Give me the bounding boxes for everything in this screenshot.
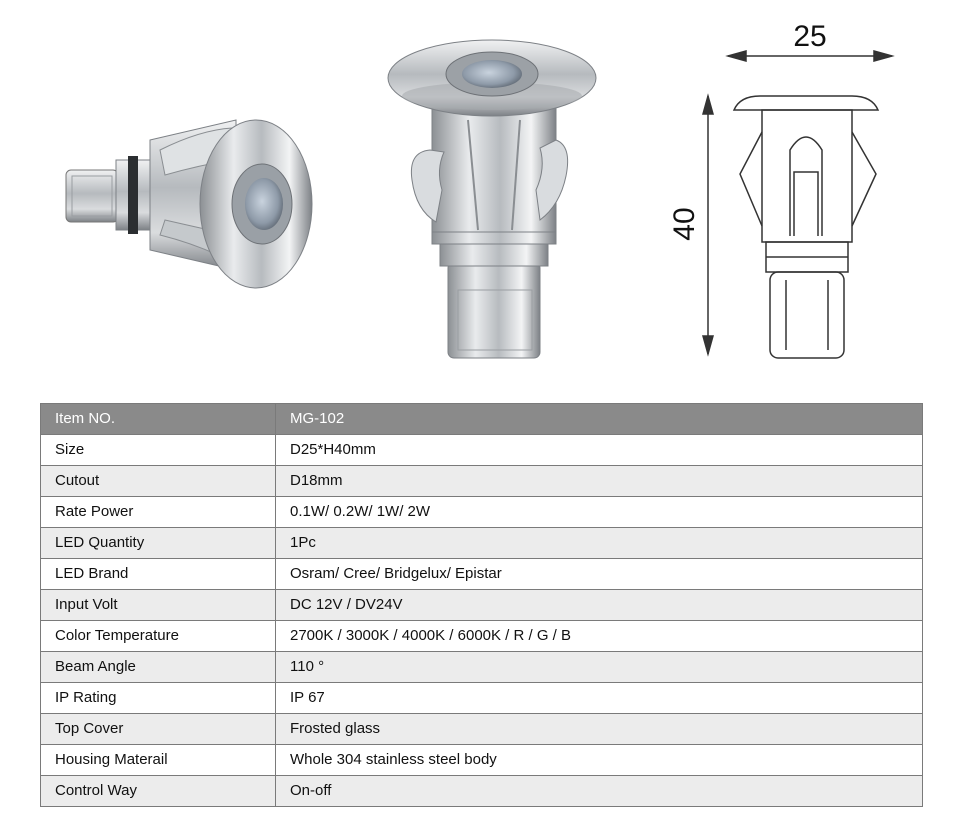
table-row [41,776,923,807]
spec-label: Housing Materail [41,745,276,776]
spec-label: Color Temperature [41,621,276,652]
spec-value: IP 67 [276,683,923,714]
arrow-down-icon [703,336,713,354]
header-label: Item NO. [41,404,276,435]
height-label: 40 [668,207,701,241]
spec-value: Osram/ Cree/ Bridgelux/ Epistar [276,559,923,590]
table-row [41,497,923,528]
table-row [41,528,923,559]
spec-label: Top Cover [41,714,276,745]
spec-label: LED Brand [41,559,276,590]
spec-value: DC 12V / DV24V [276,590,923,621]
dimension-drawing [703,51,892,358]
table-row [41,466,923,497]
spec-value: Whole 304 stainless steel body [276,745,923,776]
table-row [41,683,923,714]
header-value: MG-102 [276,404,923,435]
table-row [41,714,923,745]
spec-value: D25*H40mm [276,435,923,466]
spec-label: Control Way [41,776,276,807]
spec-label: Beam Angle [41,652,276,683]
spec-value: 0.1W/ 0.2W/ 1W/ 2W [276,497,923,528]
table-row [41,559,923,590]
product-photo-side [66,120,312,288]
spec-value: On-off [276,776,923,807]
table-row [41,745,923,776]
spec-label: Input Volt [41,590,276,621]
table-row [41,435,923,466]
spec-label: Size [41,435,276,466]
spec-label: Cutout [41,466,276,497]
product-photo-upright [388,40,596,358]
spec-label: Rate Power [41,497,276,528]
arrow-right-icon [874,51,892,61]
spec-label: IP Rating [41,683,276,714]
table-row [41,590,923,621]
width-label: 25 [793,20,827,53]
arrow-left-icon [728,51,746,61]
spec-value: 2700K / 3000K / 4000K / 6000K / R / G / B [276,621,923,652]
spec-value: Frosted glass [276,714,923,745]
spec-label: LED Quantity [41,528,276,559]
product-hero [0,0,960,395]
spec-value: 1Pc [276,528,923,559]
table-row [41,621,923,652]
arrow-up-icon [703,96,713,114]
spec-value: 110 ° [276,652,923,683]
table-row [41,652,923,683]
table-header-row [41,404,923,435]
spec-value: D18mm [276,466,923,497]
spec-table [40,403,923,807]
